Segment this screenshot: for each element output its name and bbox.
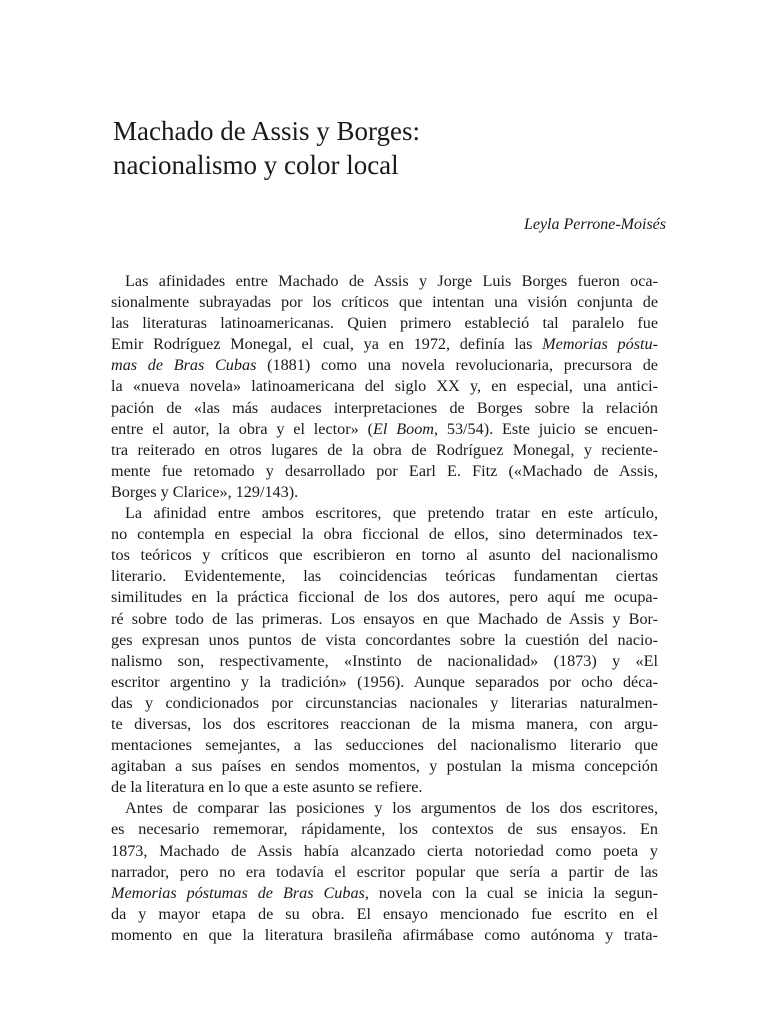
text-line	[111, 735, 658, 756]
text-segment: de la literatura en lo que a este asunto se refiere.	[111, 778, 423, 797]
text-segment: Borges y Clarice», 129/143).	[111, 482, 299, 501]
text-line	[111, 672, 658, 693]
text-line	[111, 419, 658, 440]
text-segment: Emir Rodríguez Monegal, el cual, ya en 1972, definía las	[111, 335, 543, 354]
text-line	[111, 693, 658, 714]
text-line	[111, 798, 658, 819]
text-line	[111, 461, 658, 482]
text-segment: La afinidad entre ambos escritores, que pretendo tratar en este artículo,	[125, 504, 658, 523]
text-line	[111, 292, 658, 313]
text-line	[111, 819, 658, 840]
author-name: Leyla Perrone-Moisés	[523, 216, 666, 233]
text-segment: sionalmente subrayadas por los críticos que intentan una visión conjunta de	[111, 293, 658, 312]
text-segment: momento en que la literatura brasileña afirmábase como autónoma y trata-	[111, 925, 658, 944]
text-line	[111, 271, 658, 292]
text-line	[111, 756, 658, 777]
text-segment: agitaban a sus países en sendos momentos, y postulan la misma concepción	[111, 757, 658, 776]
text-line	[111, 440, 658, 461]
text-segment: ges expresan unos puntos de vista concordantes sobre la cuestión del nacio-	[111, 630, 658, 649]
text-segment: similitudes en la práctica ficcional de los dos autores, pero aquí me ocupa-	[111, 588, 658, 607]
text-line	[111, 334, 658, 355]
text-line	[111, 862, 658, 883]
italic-text: El Boom	[372, 419, 434, 438]
text-segment: (1881) como una novela revolucionaria, precursora de	[256, 356, 658, 375]
text-line	[111, 524, 658, 545]
italic-text: mas de Bras Cubas	[111, 356, 257, 375]
text-line	[111, 609, 658, 630]
text-segment: la «nueva novela» latinoamericana del siglo XX y, en especial, una antici-	[111, 377, 658, 396]
text-line	[111, 651, 658, 672]
text-line	[111, 630, 658, 651]
text-line	[111, 841, 658, 862]
text-segment: escritor argentino y la tradición» (1956). Aunque separados por ocho déca-	[111, 672, 658, 691]
text-segment: tra reiterado en otros lugares de la obra de Rodríguez Monegal, y reciente-	[111, 440, 658, 459]
article-body	[111, 271, 658, 946]
article-title	[113, 114, 673, 182]
text-segment: no contempla en especial la obra ficcional de ellos, sino determinados tex-	[111, 525, 658, 544]
title-line-2: nacionalismo y color local	[113, 150, 399, 180]
text-segment: te diversas, los dos escritores reaccionan de la misma manera, con argu-	[111, 714, 658, 733]
text-segment: mente fue retomado y desarrollado por Earl E. Fitz («Machado de Assis,	[111, 461, 658, 480]
text-segment: Las afinidades entre Machado de Assis y Jorge Luis Borges fueron oca-	[125, 272, 658, 290]
text-segment: das y condicionados por circunstancias nacionales y literarias naturalmen-	[111, 693, 658, 712]
text-line	[111, 545, 658, 566]
text-segment: nalismo son, respectivamente, «Instinto de nacionalidad» (1873) y «El	[111, 651, 658, 670]
text-segment: entre el autor, la obra y el lector» (	[111, 419, 373, 438]
text-segment: narrador, pero no era todavía el escritor popular que sería a partir de las	[111, 862, 658, 881]
text-segment: da y mayor etapa de su obra. El ensayo mencionado fue escrito en el	[111, 904, 658, 923]
text-line	[111, 376, 658, 397]
text-line	[111, 503, 658, 524]
text-segment: es necesario rememorar, rápidamente, los contextos de sus ensayos. En	[111, 820, 658, 839]
text-segment: pación de «las más audaces interpretaciones de Borges sobre la relación	[111, 398, 658, 417]
text-line	[111, 398, 658, 419]
text-segment: las literaturas latinoamericanas. Quien primero estableció tal paralelo fue	[111, 314, 658, 333]
text-line	[111, 313, 658, 334]
text-segment: 1873, Machado de Assis había alcanzado cierta notoriedad como poeta y	[111, 841, 658, 860]
text-segment: tos teóricos y críticos que escribieron en torno al asunto del nacionalismo	[111, 546, 658, 565]
text-line	[111, 904, 658, 925]
text-line	[111, 482, 658, 503]
text-segment: ré sobre todo de las primeras. Los ensayos en que Machado de Assis y Bor-	[111, 609, 658, 628]
text-segment: literario. Evidentemente, las coincidencias teóricas fundamentan ciertas	[111, 567, 658, 586]
italic-text: Memorias póstu-	[542, 335, 658, 354]
text-line	[111, 355, 658, 376]
text-segment: mentaciones semejantes, a las seducciones del nacionalismo literario que	[111, 736, 658, 755]
title-line-1: Machado de Assis y Borges:	[113, 116, 420, 146]
text-line	[111, 566, 658, 587]
text-segment: , 53/54). Este juicio se encuen-	[433, 419, 658, 438]
text-segment: , novela con la cual se inicia la segun-	[364, 883, 658, 902]
text-line	[111, 587, 658, 608]
italic-text: Memorias póstumas de Bras Cubas	[111, 883, 365, 902]
text-segment: Antes de comparar las posiciones y los argumentos de los dos escritores,	[125, 799, 658, 818]
text-line	[111, 714, 658, 735]
text-line	[111, 925, 658, 946]
text-line	[111, 777, 658, 798]
text-line	[111, 883, 658, 904]
